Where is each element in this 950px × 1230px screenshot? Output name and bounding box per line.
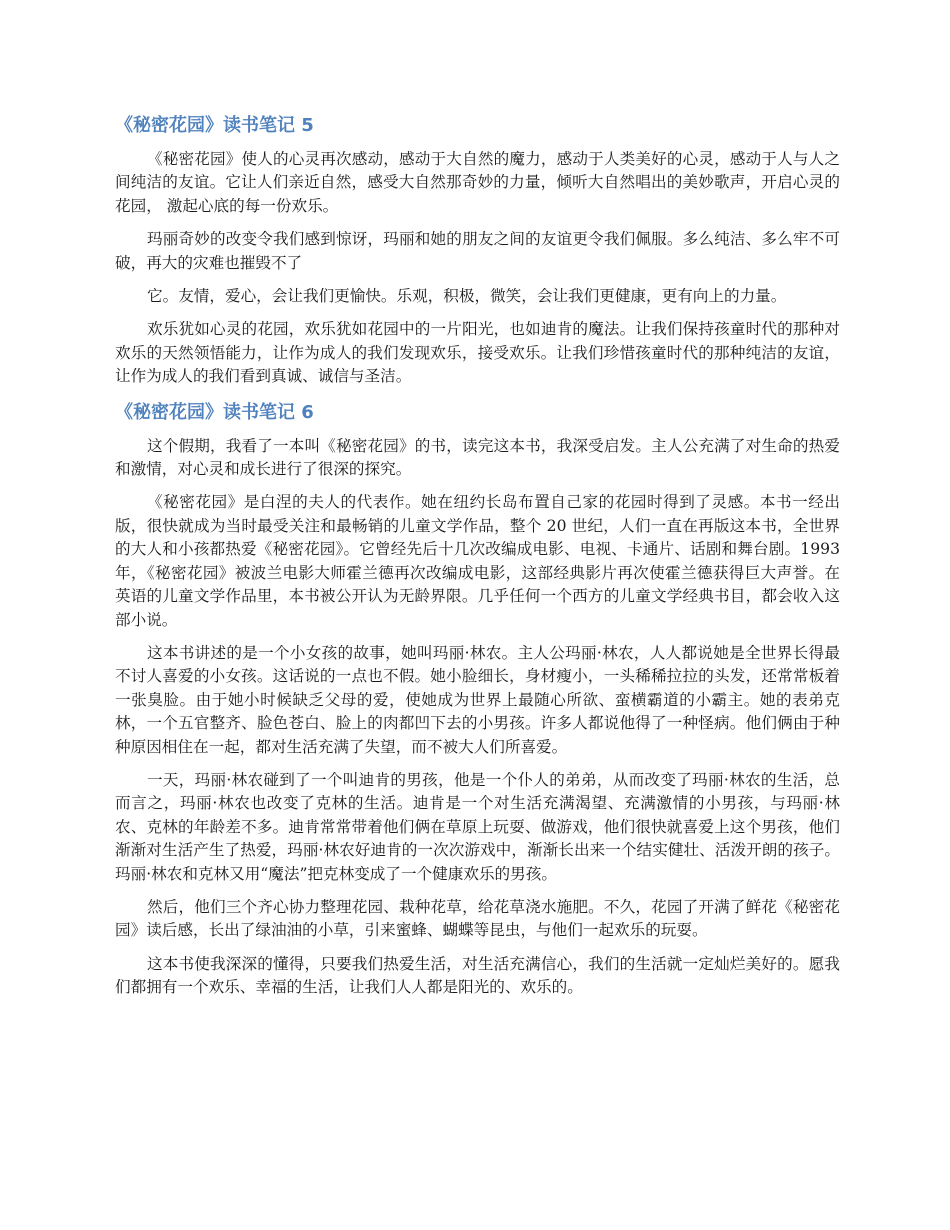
paragraph: 欢乐犹如心灵的花园，欢乐犹如花园中的一片阳光，也如迪肯的魔法。让我们保持孩童时代的那种对欢乐的天然领悟能力，让作为成人的我们发现欢乐，接受欢乐。让我们珍惜孩童时代的那种纯洁的友谊，让作为成人的我们看到真诚、诚信与圣洁。 — [115, 320, 840, 386]
paragraph: 它。友情，爱心，会让我们更愉快。乐观，积极，微笑，会让我们更健康，更有向上的力量。 — [147, 287, 787, 306]
paragraph: 然后，他们三个齐心协力整理花园、栽种花草，给花草浇水施肥。不久，花园了开满了鲜花《秘密花园》读后感，长出了绿油油的小草，引来蜜蜂、蝴蝶等昆虫，与他们一起欢乐的玩耍。 — [115, 897, 840, 940]
paragraph: 这个假期，我看了一本叫《秘密花园》的书，读完这本书，我深受启发。主人公充满了对生命的热爱和激情，对心灵和成长进行了很深的探究。 — [115, 436, 840, 479]
paragraph: 《秘密花园》是白涅的夫人的代表作。她在纽约长岛布置自己家的花园时得到了灵感。本书一经出版，很快就成为当时最受关注和最畅销的儿童文学作品，整个 20 世纪，人们一直在再版这本书，全世界的大人和小孩都热爱《秘密花园》。它曾经先后十几次改编成电影、电视、卡通片、话剧和舞台剧。1993 年，《秘密花园》被波兰电影大师霍兰德再次改编成电影，这部经典影片再次使霍兰德获得巨大声誉。在英语的儿童文学作品里，本书被公开认为无龄界限。几乎任何一个西方的儿童文学经典书目，都会收入这部小说。 — [115, 493, 840, 629]
paragraph: 《秘密花园》使人的心灵再次感动，感动于大自然的魔力，感动于人类美好的心灵，感动于人与人之间纯洁的友谊。它让人们亲近自然，感受大自然那奇妙的力量，倾听大自然唱出的美妙歌声，开启心灵的花园， 激起心底的每一份欢乐。 — [115, 150, 840, 215]
paragraph: 这本书使我深深的懂得，只要我们热爱生活，对生活充满信心，我们的生活就一定灿烂美好的。愿我们都拥有一个欢乐、幸福的生活，让我们人人都是阳光的、欢乐的。 — [115, 954, 840, 997]
paragraph: 玛丽奇妙的改变令我们感到惊讶，玛丽和她的朋友之间的友谊更令我们佩服。多么纯洁、多么牢不可破，再大的灾难也摧毁不了 — [115, 230, 840, 272]
section-notes-6 — [115, 399, 840, 1000]
document-page — [115, 112, 840, 1010]
section-notes-5 — [115, 112, 840, 389]
section-heading: 《秘密花园》读书笔记 5 — [115, 115, 314, 136]
section-heading: 《秘密花园》读书笔记 6 — [115, 401, 314, 423]
paragraph: 一天，玛丽·林农碰到了一个叫迪肯的男孩，他是一个仆人的弟弟，从而改变了玛丽·林农的生活，总而言之，玛丽·林农也改变了克林的生活。迪肯是一个对生活充满渴望、充满激情的小男孩，与玛丽·林农、克林的年龄差不多。迪肯常常带着他们俩在草原上玩耍、做游戏，他们很快就喜爱上这个男孩，他们渐渐对生活产生了热爱，玛丽·林农好迪肯的一次次游戏中，渐渐长出来一个结实健壮、活泼开朗的孩子。玛丽·林农和克林又用“魔法”把克林变成了一个健康欢乐的男孩。 — [115, 770, 840, 883]
paragraph: 这本书讲述的是一个小女孩的故事，她叫玛丽·林农。主人公玛丽·林农，人人都说她是全世界长得最不讨人喜爱的小女孩。这话说的一点也不假。她小脸细长，身材瘦小，一头稀稀拉拉的头发，还常常板着一张臭脸。由于她小时候缺乏父母的爱，使她成为世界上最随心所欲、蛮横霸道的小霸主。她的表弟克林，一个五官整齐、脸色苍白、脸上的肉都凹下去的小男孩。许多人都说他得了一种怪病。他们俩由于种种原因相住在一起，都对生活充满了失望，而不被大人们所喜爱。 — [115, 643, 840, 756]
